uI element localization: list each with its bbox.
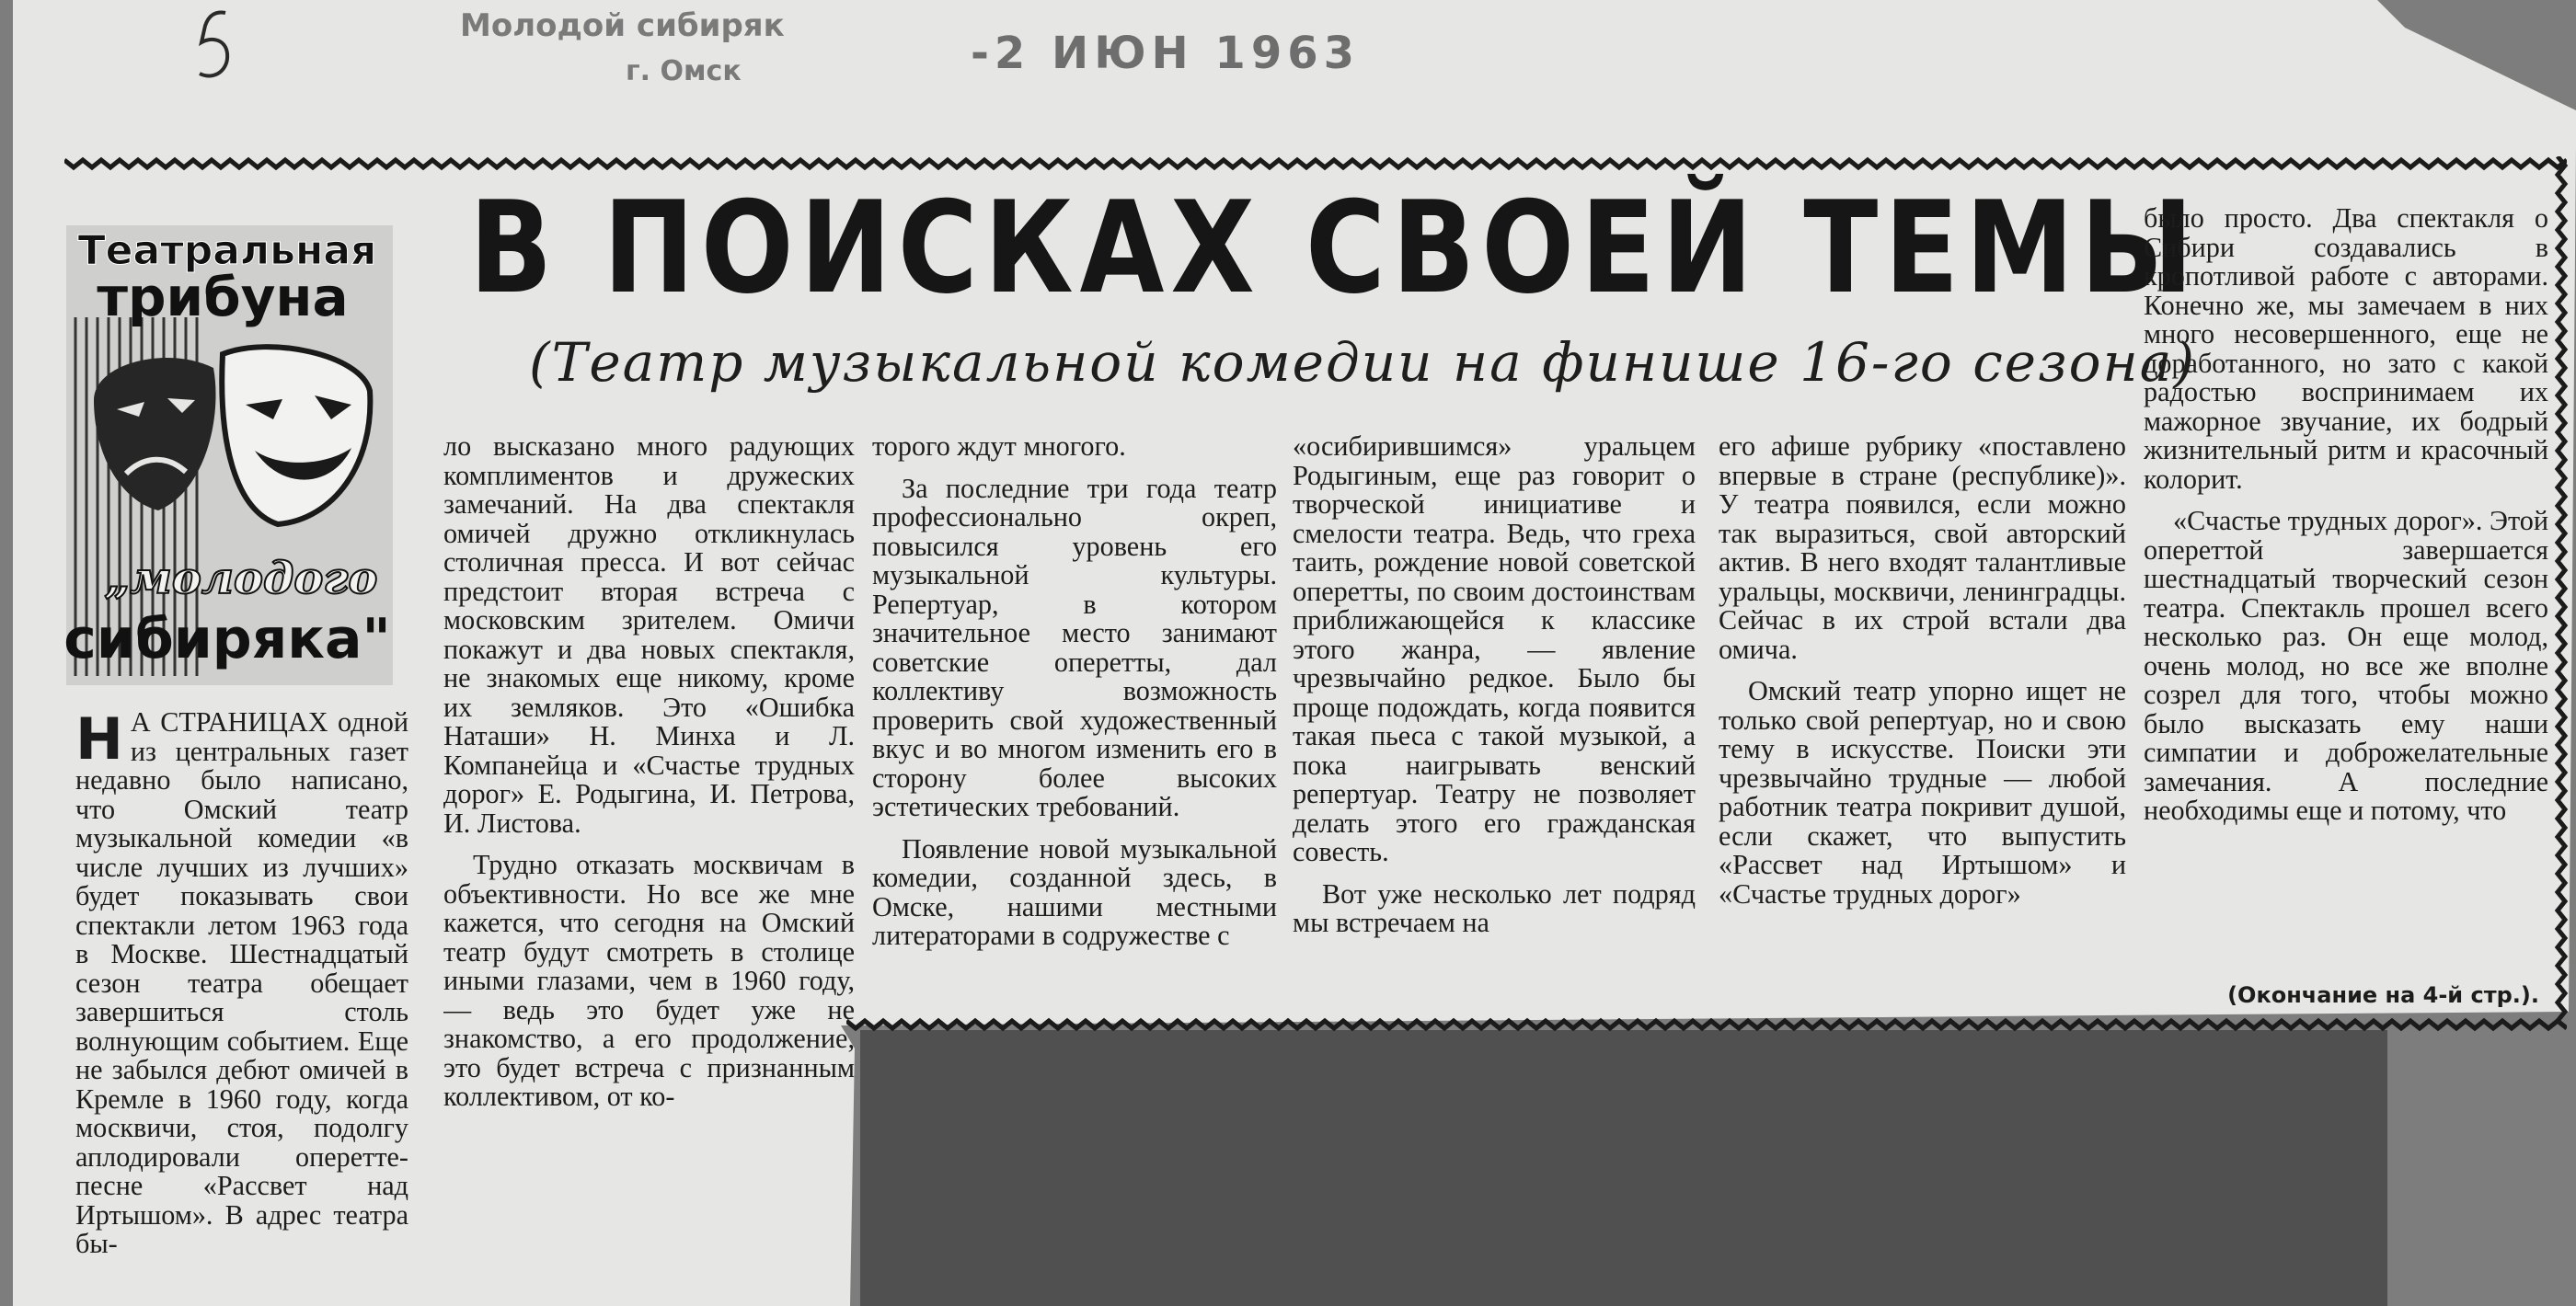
column-paragraph: За последние три года театр профессионально окреп, повысился уровень его музыкальной культуры. Репертуар, в котором значительное место занимают советские оперетты, дал коллективу возможность проверить свой художественный вкус и во многом изменить его в сторону более высоких эстетических требований. xyxy=(872,472,1277,822)
logo-line4: сибиряка" xyxy=(63,607,391,671)
article-title: В ПОИСКАХ СВОЕЙ ТЕМЫ xyxy=(469,174,2200,322)
article-column-1 xyxy=(75,708,408,1306)
article-column-5 xyxy=(1719,432,2126,1012)
article-column-6 xyxy=(2144,204,2548,977)
drop-cap: Н xyxy=(75,708,123,773)
handwritten-mark-icon xyxy=(189,6,244,88)
stamp-newspaper: Молодой сибиряк xyxy=(460,7,785,44)
stamp-date: -2 ИЮН 1963 xyxy=(971,28,1361,79)
continuation-note: (Окончание на 4-й стр.). xyxy=(2227,982,2539,1008)
stamp-city: г. Омск xyxy=(626,55,742,87)
article-column-4 xyxy=(1293,432,1696,1012)
column-paragraph: Омский театр упорно ищет не только свой репертуар, но и свою тему в искусстве. Поиски эти чрезвычайно трудные — любой работник театра покривит душой, если скажет, что выпустить «Рассвет над Иртышом» и «Счастье трудных дорог» xyxy=(1719,675,2126,910)
column-paragraph: Появление новой музыкальной комедии, созданной здесь, в Омске, нашими местными литераторами в содружестве с xyxy=(872,832,1277,951)
column-paragraph: Вот уже несколько лет подряд мы встречаем на xyxy=(1293,877,1696,938)
column-paragraph: ло высказано много радующих комплиментов и дружеских замечаний. На два спектакля омичей дружно откликнулась столичная пресса. И вот сейчас предстоит вторая встреча с московским зрителем. Омичи покажут и два новых спектакля, не знакомых еще никому, кроме их земляков. Это «Ошибка Наташи» Н. Минха и Л. Компанейца и «Счастье трудных дорог» Е. Родыгина, И. Петрова, И. Листова. xyxy=(443,432,855,839)
article-column-3 xyxy=(872,432,1277,1012)
article-column-2 xyxy=(443,432,855,1306)
right-rule-zigzag xyxy=(2550,156,2572,1021)
top-rule-zigzag xyxy=(64,155,2567,173)
column-paragraph: торого ждут многого. xyxy=(872,432,1126,462)
column-paragraph: А СТРАНИЦАХ одной из центральных газет недавно было написано, что Омский театр музыкальной комедии «в числе лучших из лучших» будет показывать свои спектакли летом 1963 года в Москве. Шестнадцатый сезон театра обещает завершиться столь волнующим событием. Еще не забылся дебют омичей в Кремле в 1960 году, когда москвичи, стоя, подолгу аплодировали оперетте-песне «Рассвет над Иртышом». В адрес театра бы- xyxy=(75,708,408,1259)
logo-line3: „молодого xyxy=(104,553,378,604)
column-paragraph: «осибирившимся» уральцем Родыгиным, еще раз говорит о творческой инициативе и смелости театра. Ведь, что греха таить, рождение новой советской оперетты, по своим достоинствам приближающейся к классике этого жанра, — явление чрезвычайно редкое. Было бы проще подождать, когда появится такая пьеса с такой музыкой, а пока наигрывать венский репертуар. Театру не позволяет делать этого его гражданская совесть. xyxy=(1293,432,1696,867)
logo-line1: Театральная xyxy=(77,227,377,274)
column-paragraph: его афише рубрику «поставлено впервые в стране (республике)». У театра появился, если можно так выразиться, свой авторский актив. В него входят талантливые уральцы, москвичи, ленинградцы. Сейчас в их строй встали два омича. xyxy=(1719,432,2126,665)
article-subtitle: (Театр музыкальной комедии на финише 16-го сезона) xyxy=(529,331,2196,394)
column-paragraph: было просто. Два спектакля о Сибири создавались в кропотливой работе с авторами. Конечно же, мы замечаем в них много несовершенного, еще не доработанного, но зато с какой радостью воспринимаем их мажорное звучание, их бодрый жизнительный ритм и красочный колорит. xyxy=(2144,204,2548,495)
logo-line2: трибуна xyxy=(97,266,349,328)
column-paragraph: «Счастье трудных дорог». Этой опереттой завершается шестнадцатый творческий сезон театра. Спектакль прошел всего несколько раз. Он еще молод, очень молод, но все же вполне созрел для того, чтобы можно было высказать ему наши симпатии и доброжелательные замечания. А последние необходимы еще и потому, что xyxy=(2144,505,2548,826)
bottom-rule-zigzag xyxy=(846,1014,2567,1036)
scanner-dark-area xyxy=(860,1030,2387,1306)
theatre-tribune-logo xyxy=(39,207,411,704)
column-paragraph: Трудно отказать москвичам в объективности. Но все же мне кажется, что сегодня на Омский театр будут смотреть в столице иными глазами, чем в 1960 году, — ведь это будет уже не знакомство, а его продолжение, это будет встреча с признанным коллективом, от ко- xyxy=(443,849,855,1112)
